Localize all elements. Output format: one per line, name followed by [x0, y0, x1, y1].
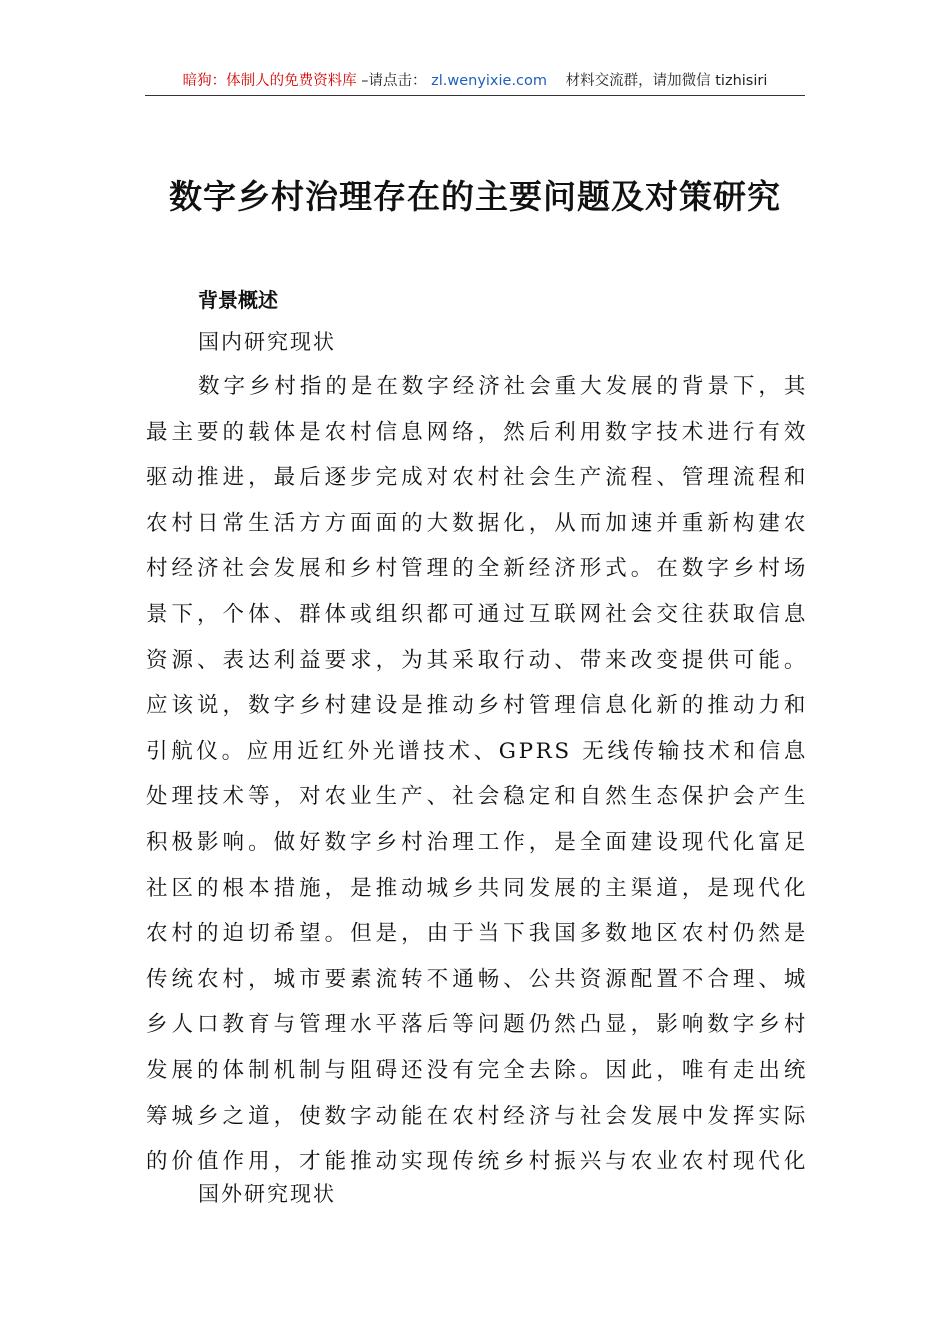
- paragraph-line: 应该说，数字乡村建设是推动乡村管理信息化新的推动力和: [146, 693, 808, 719]
- header-prompt-text: –请点击：: [361, 73, 427, 89]
- paragraph-line: 驱动推进，最后逐步完成对农村社会生产流程、管理流程和: [146, 465, 808, 491]
- paragraph-line: 筹城乡之道，使数字动能在农村经济与社会发展中发挥实际: [146, 1103, 808, 1129]
- header-url-link[interactable]: zl.wenyixie.com: [431, 73, 548, 89]
- header-contact-text: 材料交流群，请加微信 tizhisiri: [565, 73, 768, 89]
- section-heading: 背景概述: [198, 288, 278, 312]
- paragraph-line: 引航仪。应用近红外光谱技术、GPRS 无线传输技术和信息: [146, 738, 808, 764]
- paragraph-line: 积极影响。做好数字乡村治理工作，是全面建设现代化富足: [146, 829, 808, 855]
- paragraph-line: 最主要的载体是农村信息网络，然后利用数字技术进行有效: [146, 419, 808, 445]
- page-header: [145, 68, 805, 94]
- paragraph-line: 乡人口教育与管理水平落后等问题仍然凸显，影响数字乡村: [146, 1012, 808, 1038]
- header-brand-text: 暗狗：体制人的免费资料库: [182, 73, 357, 89]
- subsection-heading-foreign: 国外研究现状: [198, 1182, 336, 1206]
- paragraph-line: 数字乡村指的是在数字经济社会重大发展的背景下，其: [198, 374, 808, 399]
- paragraph-line: 传统农村，城市要素流转不通畅、公共资源配置不合理、城: [146, 966, 808, 992]
- paragraph-line: 农村的迫切希望。但是，由于当下我国多数地区农村仍然是: [146, 921, 808, 947]
- paragraph-line: 的价值作用，才能推动实现传统乡村振兴与农业农村现代化: [146, 1149, 808, 1175]
- body-paragraph: [146, 364, 808, 1185]
- paragraph-line: 资源、表达利益要求，为其采取行动、带来改变提供可能。: [146, 647, 808, 673]
- paragraph-line: 农村日常生活方方面面的大数据化，从而加速并重新构建农: [146, 510, 808, 536]
- paragraph-line: 发展的体制机制与阻碍还没有完全去除。因此，唯有走出统: [146, 1057, 808, 1083]
- paragraph-line: 村经济社会发展和乡村管理的全新经济形式。在数字乡村场: [146, 556, 808, 582]
- paragraph-line: 景下，个体、群体或组织都可通过互联网社会交往获取信息: [146, 601, 808, 627]
- header-divider: [145, 95, 805, 96]
- paragraph-line: 处理技术等，对农业生产、社会稳定和自然生态保护会产生: [146, 784, 808, 810]
- paragraph-line: 社区的根本措施，是推动城乡共同发展的主渠道，是现代化: [146, 875, 808, 901]
- subsection-heading-domestic: 国内研究现状: [198, 330, 336, 354]
- document-title: 数字乡村治理存在的主要问题及对策研究: [169, 177, 781, 216]
